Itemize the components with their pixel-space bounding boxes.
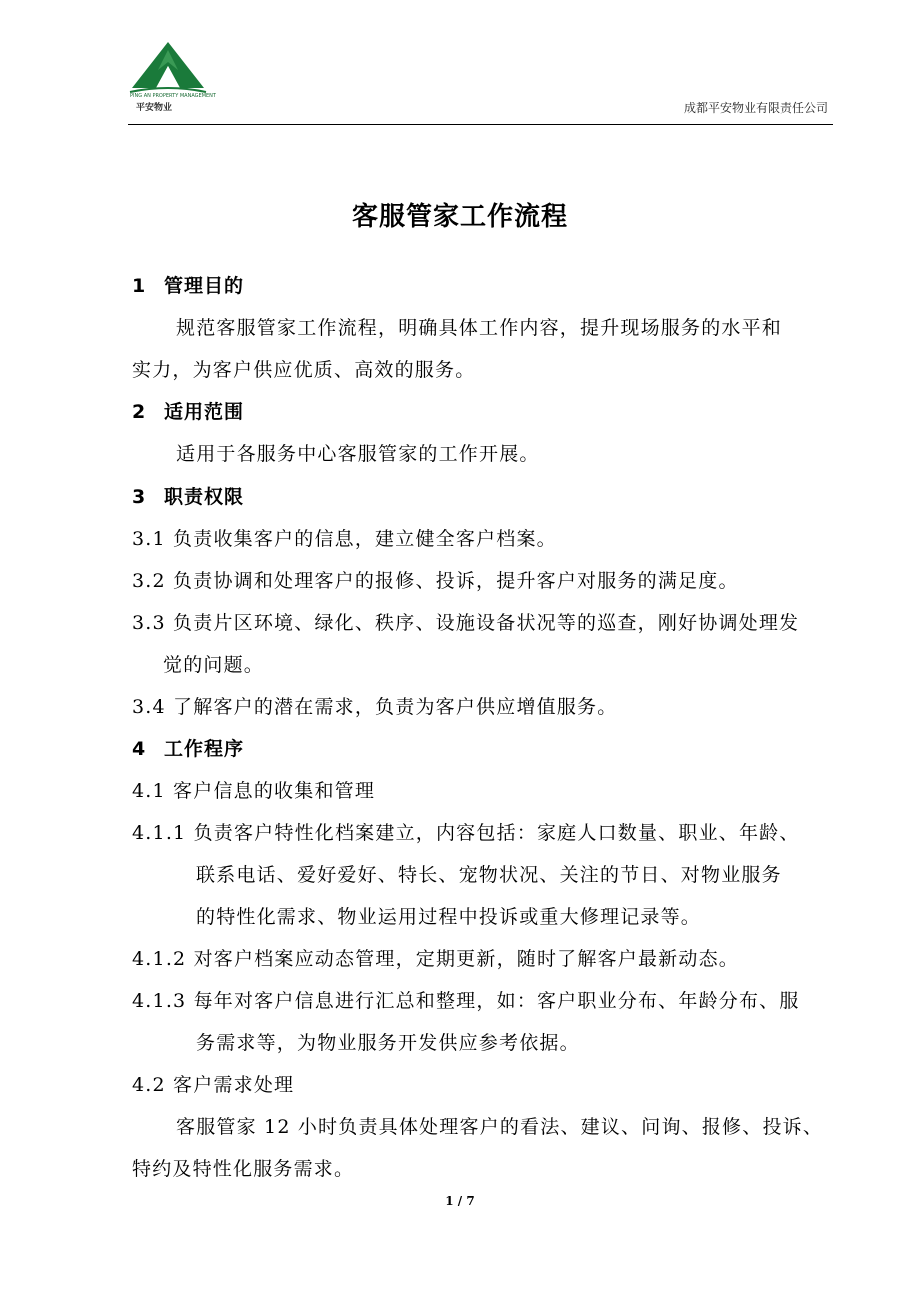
paragraph-line: 客服管家 12 小时负责具体处理客户的看法、建议、问询、报修、投诉、 bbox=[176, 1116, 824, 1138]
logo-english-text: PING AN PROPERTY MANAGEMENT bbox=[130, 93, 216, 99]
subsection-4-1: 4.1 客户信息的收集和管理 bbox=[132, 780, 376, 802]
section-number: 3 bbox=[132, 486, 147, 508]
list-item-4-1-3: 4.1.3 每年对客户信息进行汇总和整理，如：客户职业分布、年龄分布、服 bbox=[132, 990, 800, 1012]
list-item-4-1-1-cont: 的特性化需求、物业运用过程中投诉或重大修理记录等。 bbox=[196, 906, 702, 928]
list-item-3-2: 3.2 负责协调和处理客户的报修、投诉，提升客户对服务的满足度。 bbox=[132, 570, 739, 592]
section-1-heading bbox=[132, 273, 244, 299]
header-divider bbox=[128, 124, 833, 125]
section-2-heading bbox=[132, 399, 244, 425]
list-item-4-1-2: 4.1.2 对客户档案应动态管理，定期更新，随时了解客户最新动态。 bbox=[132, 948, 739, 970]
section-number: 2 bbox=[132, 401, 147, 423]
document-title: 客服管家工作流程 bbox=[351, 202, 568, 232]
section-title: 适用范围 bbox=[164, 401, 245, 423]
section-number: 1 bbox=[132, 275, 147, 297]
section-4-heading bbox=[132, 736, 244, 762]
section-3-heading bbox=[132, 484, 244, 510]
list-item-3-3-cont: 觉的问题。 bbox=[163, 654, 265, 676]
section-title: 职责权限 bbox=[164, 486, 245, 508]
company-name: 成都平安物业有限责任公司 bbox=[683, 101, 828, 115]
logo-chinese-text: 平安物业 bbox=[136, 103, 173, 113]
paragraph-line: 规范客服管家工作流程，明确具体工作内容，提升现场服务的水平和 bbox=[176, 317, 783, 339]
page-header bbox=[0, 0, 920, 130]
list-item-4-1-1: 4.1.1 负责客户特性化档案建立，内容包括：家庭人口数量、职业、年龄、 bbox=[132, 822, 800, 844]
subsection-4-2: 4.2 客户需求处理 bbox=[132, 1074, 295, 1096]
list-item-3-4: 3.4 了解客户的潜在需求，负责为客户供应增值服务。 bbox=[132, 696, 618, 718]
paragraph-line: 特约及特性化服务需求。 bbox=[132, 1158, 355, 1180]
page-number: 1 / 7 bbox=[445, 1194, 475, 1208]
list-item-4-1-3-cont: 务需求等，为物业服务开发供应参考依据。 bbox=[196, 1032, 580, 1054]
list-item-4-1-1-cont: 联系电话、爱好爱好、特长、宠物状况、关注的节日、对物业服务 bbox=[196, 864, 782, 886]
paragraph-line: 适用于各服务中心客服管家的工作开展。 bbox=[176, 443, 540, 465]
section-title: 管理目的 bbox=[164, 275, 245, 297]
section-title: 工作程序 bbox=[164, 738, 245, 760]
list-item-3-1: 3.1 负责收集客户的信息，建立健全客户档案。 bbox=[132, 528, 557, 550]
list-item-3-3: 3.3 负责片区环境、绿化、秩序、设施设备状况等的巡查，刚好协调处理发 bbox=[132, 612, 800, 634]
paragraph-line: 实力，为客户供应优质、高效的服务。 bbox=[132, 359, 476, 381]
section-number: 4 bbox=[132, 738, 147, 760]
